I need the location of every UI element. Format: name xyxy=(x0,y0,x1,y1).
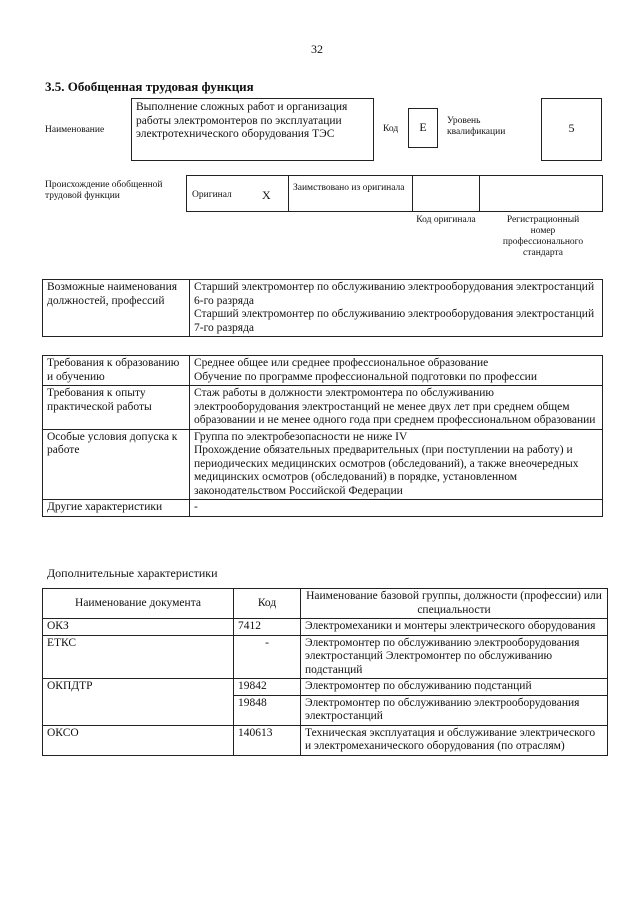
positions-table xyxy=(42,279,603,337)
table-row xyxy=(43,500,603,517)
code-value-box xyxy=(408,108,438,148)
cell-code: 19848 xyxy=(234,695,301,725)
req-line: Обучение по программе профессиональной подготовки по профессии xyxy=(194,370,537,383)
req-line: Группа по электробезопасности не ниже IV xyxy=(194,430,408,443)
section-title: 3.5. Обобщенная трудовая функция xyxy=(45,79,254,94)
req-conditions-value xyxy=(190,429,603,500)
table-row xyxy=(43,635,608,679)
req-conditions-label: Особые условия допуска к работе xyxy=(43,429,190,500)
req-experience-value xyxy=(190,386,603,430)
cell-doc: ОКСО xyxy=(43,725,234,755)
req-other-value xyxy=(190,500,603,517)
cell-name: Техническая эксплуатация и обслуживание электрического и электромеханического оборудования (по отраслям) xyxy=(301,725,608,755)
cell-code: - xyxy=(234,635,301,679)
requirements-table xyxy=(42,355,603,517)
table-row xyxy=(43,619,608,636)
origin-divider-2 xyxy=(412,175,413,212)
req-education-label: Требования к образованию и обучению xyxy=(43,356,190,386)
origin-label: Происхождение обобщенной трудовой функции xyxy=(45,180,163,201)
cell-name: Электромеханики и монтеры электрического оборудования xyxy=(301,619,608,636)
req-line: - xyxy=(194,501,198,513)
cell-doc: ОКПДТР xyxy=(43,679,234,726)
origin-divider-1 xyxy=(288,175,289,212)
level-label: Уровень квалификации xyxy=(447,116,506,137)
reg-number-caption: Регистрационный номер профессионального стандарта xyxy=(502,215,584,258)
level-value-box xyxy=(541,98,602,161)
additional-title: Дополнительные характеристики xyxy=(47,566,218,580)
req-education-value xyxy=(190,356,603,386)
cell-name: Электромонтер по обслуживанию электрооборудования электростанций Электромонтер по обслуживанию подстанций xyxy=(301,635,608,679)
code-label: Код xyxy=(383,124,399,134)
table-row xyxy=(43,356,603,386)
original-mark: X xyxy=(262,188,271,202)
function-name: Выполнение сложных работ и организация работы электромонтеров по эксплуатации электротехнического оборудования ТЭС xyxy=(136,101,348,140)
req-line: Среднее общее или среднее профессиональное образование xyxy=(194,357,489,369)
name-label: Наименование xyxy=(45,125,105,135)
table-row xyxy=(43,679,608,696)
req-line: Стаж работы в должности электромонтера по обслуживанию электрооборудования электростанций не менее двух лет при среднем общем образовании и не менее одного года при среднем профессиональном образовании xyxy=(194,387,596,426)
req-line: Прохождение обязательных предварительных (при поступлении на работу) и периодических медицинских осмотров (обследований), а также внеочередных медицинских осмотров (обследований) в порядке, установленном законодательством Российской Федерации xyxy=(194,444,579,497)
positions-label: Возможные наименования должностей, профессий xyxy=(43,280,190,337)
req-other-label: Другие характеристики xyxy=(43,500,190,517)
position-item: Старший электромонтер по обслуживанию электрооборудования электростанций 7-го разряда xyxy=(194,308,595,334)
positions-items xyxy=(190,280,603,337)
cell-code: 19842 xyxy=(234,679,301,696)
original-label: Оригинал xyxy=(192,190,232,200)
cell-code: 140613 xyxy=(234,725,301,755)
origin-code-caption: Код оригинала xyxy=(416,215,476,225)
position-item: Старший электромонтер по обслуживанию электрооборудования электростанций 6-го разряда xyxy=(194,281,595,307)
table-row xyxy=(43,429,603,500)
code-value: E xyxy=(419,120,427,134)
header-name: Наименование базовой группы, должности (профессии) или специальности xyxy=(301,589,608,619)
cell-doc: ЕТКС xyxy=(43,635,234,679)
additional-table xyxy=(42,588,608,756)
borrowed-label: Заимствовано из оригинала xyxy=(293,183,405,193)
function-name-box xyxy=(131,98,374,161)
page-number: 32 xyxy=(311,42,323,56)
level-value: 5 xyxy=(568,121,575,135)
header-doc: Наименование документа xyxy=(43,589,234,619)
cell-name: Электромонтер по обслуживанию электрооборудования электростанций xyxy=(301,695,608,725)
table-row xyxy=(43,725,608,755)
header-code: Код xyxy=(234,589,301,619)
origin-divider-3 xyxy=(479,175,480,212)
cell-name: Электромонтер по обслуживанию подстанций xyxy=(301,679,608,696)
cell-code: 7412 xyxy=(234,619,301,636)
cell-doc: ОКЗ xyxy=(43,619,234,636)
table-header-row xyxy=(43,589,608,619)
table-row xyxy=(43,280,603,337)
table-row xyxy=(43,386,603,430)
req-experience-label: Требования к опыту практической работы xyxy=(43,386,190,430)
